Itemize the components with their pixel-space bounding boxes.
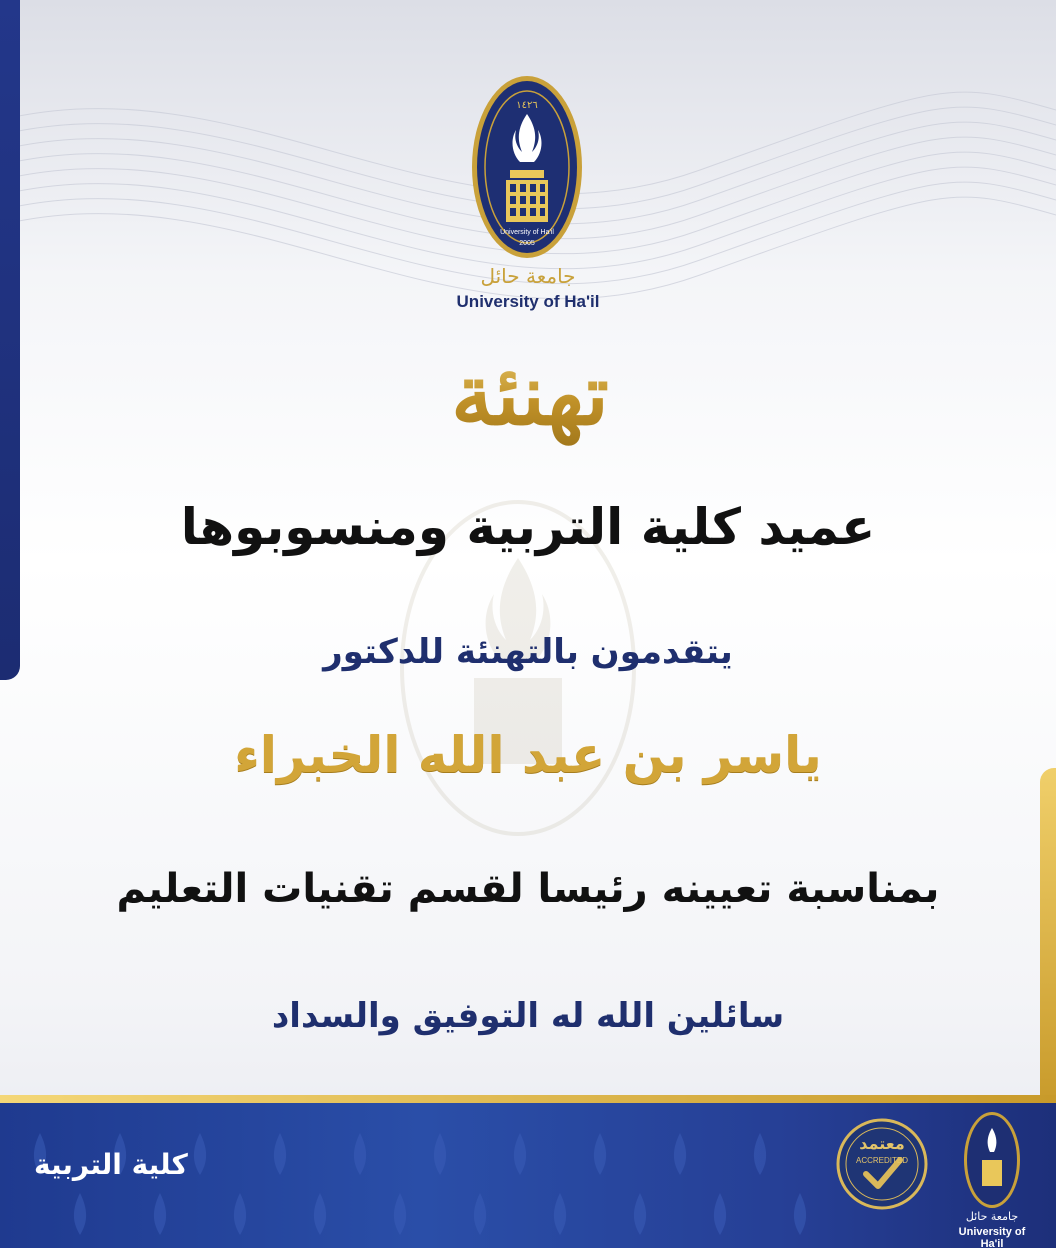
emblem-hijri-year: ١٤٢٦	[516, 100, 538, 111]
wish-line: سائلين الله له التوفيق والسداد	[271, 996, 785, 1036]
logo-english-name: University of Ha'il	[456, 292, 600, 311]
left-accent-bar	[0, 0, 20, 680]
right-gold-accent	[1040, 768, 1056, 1108]
congratulation-line: يتقدمون بالتهنئة للدكتور	[323, 632, 733, 672]
accreditation-arabic: معتمد	[859, 1134, 905, 1153]
logo-arabic-name: جامعة حائل	[480, 264, 576, 288]
sender-line: عميد كلية التربية ومنسوبوها	[180, 498, 876, 556]
occasion-line: بمناسبة تعيينه رئيسا لقسم تقنيات التعليم	[116, 866, 940, 912]
headline-tahnia: تهنئة	[370, 330, 690, 460]
footer-gold-stripe	[0, 1095, 1056, 1103]
emblem-year: 2005	[519, 240, 535, 247]
footer-logo-english: University of Ha'il	[958, 1226, 1026, 1248]
footer-logo-arabic: جامعة حائل	[965, 1210, 1019, 1223]
footer-university-emblem	[962, 1110, 1022, 1210]
recipient-name: ياسر بن عبد الله الخبراء	[234, 726, 822, 784]
university-emblem	[470, 74, 584, 260]
college-name: كلية التربية	[34, 1148, 188, 1181]
accreditation-english: ACCREDITED	[855, 1156, 908, 1165]
emblem-english-text: University of Ha'il	[500, 229, 554, 236]
